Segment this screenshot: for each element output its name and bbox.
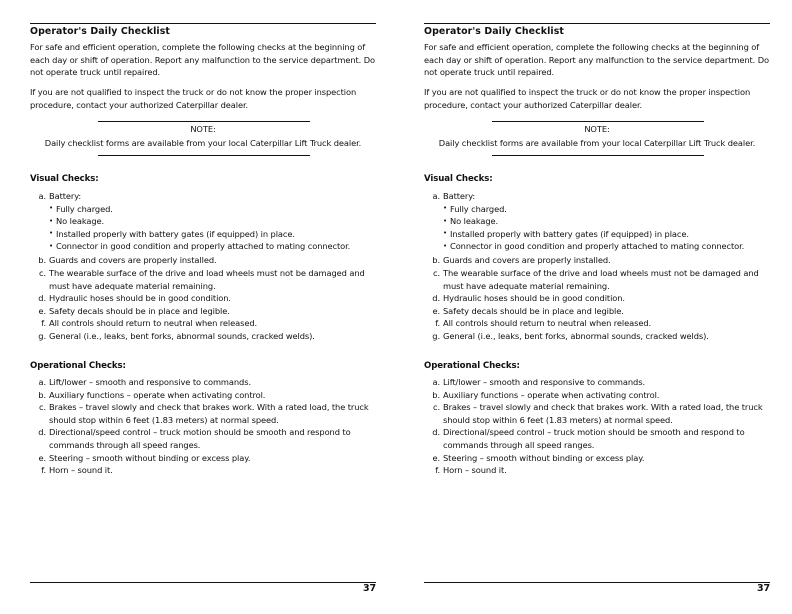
list-item — [424, 376, 770, 389]
item-text: Lift/lower – smooth and responsive to commands. — [49, 377, 251, 387]
list-item — [424, 292, 770, 305]
list-item — [30, 292, 376, 305]
item-label: a. — [432, 377, 440, 387]
item-label: c. — [39, 402, 46, 413]
item-text: General (i.e., leaks, bent forks, abnormal sounds, cracked welds). — [49, 331, 315, 342]
item-text: Horn – sound it. — [443, 465, 507, 476]
item-label: d. — [38, 427, 46, 438]
list-item — [30, 330, 376, 343]
note-label: NOTE: — [584, 124, 610, 134]
item-text: All controls should return to neutral when released. — [443, 318, 652, 329]
note-rule-top — [98, 121, 310, 122]
list-item — [424, 389, 770, 402]
intro-paragraph: If you are not qualified to inspect the truck or do not know the proper inspection procedure, contact your authorized Caterpillar dealer. — [30, 87, 357, 110]
sub-item: • Connector in good condition and properly attached to mating connector. — [443, 240, 770, 253]
item-label: f. — [435, 318, 440, 329]
list-item — [30, 389, 376, 402]
item-label: f. — [41, 318, 46, 329]
item-text: Hydraulic hoses should be in good condition. — [49, 293, 231, 304]
note-rule-top — [492, 121, 704, 122]
operational-checks-list — [30, 376, 376, 477]
item-label: d. — [432, 427, 440, 438]
page-title: Operator's Daily Checklist — [30, 26, 170, 37]
page-title: Operator's Daily Checklist — [424, 26, 564, 37]
item-label: a. — [38, 191, 46, 201]
item-text: Hydraulic hoses should be in good condition. — [443, 293, 625, 304]
intro-paragraph: For safe and efficient operation, complete the following checks at the beginning of each day or shift of operation. Report any malfunction to the service department. Do not operate truck until repaired. — [424, 42, 770, 78]
battery-sublist — [443, 203, 770, 253]
top-rule — [424, 23, 770, 24]
item-label: b. — [38, 255, 46, 266]
item-label: e. — [432, 452, 440, 463]
sub-item: • Installed properly with battery gates (if equipped) in place. — [49, 228, 376, 241]
item-text: Horn – sound it. — [49, 465, 113, 476]
list-item — [424, 317, 770, 330]
item-text: Safety decals should be in place and legible. — [443, 305, 624, 316]
list-item — [30, 254, 376, 267]
note-text: Daily checklist forms are available from your local Caterpillar Lift Truck dealer. — [44, 138, 362, 148]
item-text: Lift/lower – smooth and responsive to commands. — [443, 377, 645, 387]
visual-checks-heading: Visual Checks: — [30, 174, 99, 184]
list-item — [30, 464, 376, 477]
item-label: g. — [38, 331, 46, 342]
item-label: c. — [433, 268, 440, 279]
bottom-rule — [30, 582, 376, 583]
list-item — [424, 330, 770, 343]
list-item — [30, 426, 376, 451]
item-text: Battery: — [443, 191, 476, 201]
item-text: Battery: — [49, 191, 82, 201]
sub-item: • No leakage. — [49, 215, 376, 228]
list-item — [30, 190, 376, 253]
page-right — [424, 0, 772, 614]
list-item — [30, 267, 376, 292]
item-text: Guards and covers are properly installed. — [49, 255, 217, 266]
page-left — [30, 0, 378, 614]
sub-item: • Installed properly with battery gates (if equipped) in place. — [443, 228, 770, 241]
item-text: Guards and covers are properly installed. — [443, 255, 611, 266]
intro-paragraph: If you are not qualified to inspect the truck or do not know the proper inspection procedure, contact your authorized Caterpillar dealer. — [424, 87, 751, 110]
item-label: f. — [41, 465, 46, 476]
note-rule-bottom — [492, 155, 704, 156]
sub-item: • Fully charged. — [443, 203, 770, 216]
top-rule — [30, 23, 376, 24]
sub-item: • No leakage. — [443, 215, 770, 228]
item-label: e. — [38, 305, 46, 316]
list-item — [30, 452, 376, 465]
item-label: f. — [435, 465, 440, 476]
item-label: a. — [38, 377, 46, 387]
item-text: Safety decals should be in place and legible. — [49, 305, 230, 316]
list-item — [424, 401, 770, 426]
item-text: All controls should return to neutral when released. — [49, 318, 258, 329]
operational-checks-heading: Operational Checks: — [30, 361, 126, 371]
item-label: d. — [432, 293, 440, 304]
item-text: General (i.e., leaks, bent forks, abnormal sounds, cracked welds). — [443, 331, 709, 342]
item-label: c. — [39, 268, 46, 279]
item-label: b. — [432, 389, 440, 400]
note-text: Daily checklist forms are available from your local Caterpillar Lift Truck dealer. — [438, 138, 756, 148]
battery-sublist — [49, 203, 376, 253]
item-label: e. — [38, 452, 46, 463]
item-text: Auxiliary functions – operate when activating control. — [443, 389, 660, 400]
list-item — [30, 376, 376, 389]
item-text: Steering – smooth without binding or excess play. — [49, 452, 251, 463]
note-label: NOTE: — [190, 124, 216, 134]
list-item — [424, 464, 770, 477]
page-number: 37 — [362, 583, 376, 594]
item-label: e. — [432, 305, 440, 316]
visual-checks-list — [30, 190, 376, 343]
operational-checks-heading: Operational Checks: — [424, 361, 520, 371]
list-item — [424, 267, 770, 292]
item-text: The wearable surface of the drive and load wheels must not be damaged and must have adequate material remaining. — [49, 268, 365, 291]
list-item — [30, 401, 376, 426]
item-text: Brakes – travel slowly and check that brakes work. With a rated load, the truck should stop within 6 feet (1.83 meters) at normal speed. — [443, 402, 763, 425]
sub-item: • Connector in good condition and properly attached to mating connector. — [49, 240, 376, 253]
list-item — [424, 426, 770, 451]
item-label: d. — [38, 293, 46, 304]
item-label: b. — [432, 255, 440, 266]
list-item — [424, 254, 770, 267]
page-number: 37 — [756, 583, 770, 594]
item-text: The wearable surface of the drive and load wheels must not be damaged and must have adequate material remaining. — [443, 268, 759, 291]
intro-paragraph: For safe and efficient operation, complete the following checks at the beginning of each day or shift of operation. Report any malfunction to the service department. Do not operate truck until repaired. — [30, 42, 376, 78]
list-item — [424, 452, 770, 465]
list-item — [30, 305, 376, 318]
list-item — [424, 305, 770, 318]
item-text: Steering – smooth without binding or excess play. — [443, 452, 645, 463]
item-text: Auxiliary functions – operate when activating control. — [49, 389, 266, 400]
visual-checks-list — [424, 190, 770, 343]
note-rule-bottom — [98, 155, 310, 156]
item-text: Directional/speed control – truck motion should be smooth and respond to commands through all speed ranges. — [49, 427, 351, 450]
item-label: a. — [432, 191, 440, 201]
item-text: Brakes – travel slowly and check that brakes work. With a rated load, the truck should stop within 6 feet (1.83 meters) at normal speed. — [49, 402, 369, 425]
sub-item: • Fully charged. — [49, 203, 376, 216]
item-label: g. — [432, 331, 440, 342]
operational-checks-list — [424, 376, 770, 477]
list-item — [30, 317, 376, 330]
item-label: c. — [433, 402, 440, 413]
visual-checks-heading: Visual Checks: — [424, 174, 493, 184]
bottom-rule — [424, 582, 770, 583]
list-item — [424, 190, 770, 253]
item-text: Directional/speed control – truck motion should be smooth and respond to commands through all speed ranges. — [443, 427, 745, 450]
item-label: b. — [38, 389, 46, 400]
